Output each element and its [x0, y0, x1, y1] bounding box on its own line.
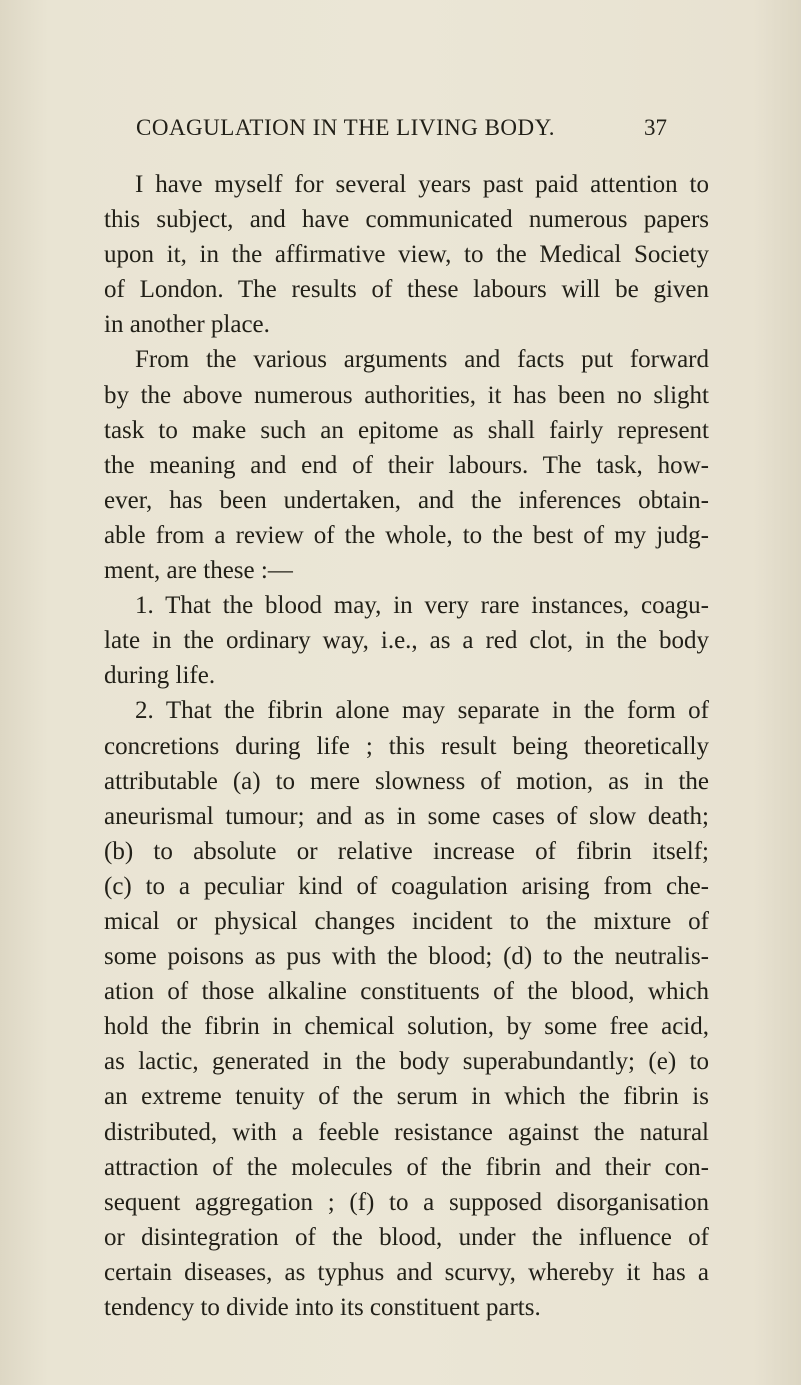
text-line: upon it, in the affirmative view, to the Medical Society: [104, 241, 709, 269]
text-line: (c) to a peculiar kind of coagulation arising from che-: [104, 872, 709, 900]
text-line: this subject, and have communicated numerous papers: [104, 206, 709, 234]
text-line: late in the ordinary way, i.e., as a red clot, in the body: [104, 627, 709, 655]
text-line: some poisons as pus with the blood; (d) to the neutralis-: [104, 943, 709, 971]
text-line: distributed, with a feeble resistance against the natural: [104, 1118, 709, 1146]
text-line: concretions during life ; this result being theoretically: [104, 732, 709, 760]
page-number: 37: [644, 115, 667, 140]
body-text: [104, 167, 709, 1325]
text-line: as lactic, generated in the body superabundantly; (e) to: [104, 1048, 709, 1076]
text-line: sequent aggregation ; (f) to a supposed disorganisation: [104, 1188, 709, 1216]
text-line: (b) to absolute or relative increase of fibrin itself;: [104, 837, 709, 865]
text-line: attributable (a) to mere slowness of motion, as in the: [104, 767, 709, 795]
text-line: or disintegration of the blood, under the influence of: [104, 1223, 709, 1251]
text-line: ation of those alkaline constituents of the blood, which: [104, 978, 709, 1006]
text-line: attraction of the molecules of the fibrin and their con-: [104, 1153, 709, 1181]
text-line: hold the fibrin in chemical solution, by some free acid,: [104, 1013, 709, 1041]
text-line: by the above numerous authorities, it has been no slight: [104, 381, 709, 409]
text-line: of London. The results of these labours will be given: [104, 276, 709, 304]
text-line: during life.: [104, 662, 216, 690]
text-line: in another place.: [104, 311, 270, 339]
text-line: able from a review of the whole, to the best of my judg-: [104, 521, 709, 549]
text-line: 2. That the fibrin alone may separate in the form of: [135, 697, 709, 725]
text-line: I have myself for several years past paid attention to: [135, 171, 709, 198]
page-header: [136, 115, 667, 145]
text-line: certain diseases, as typhus and scurvy, whereby it has a: [104, 1258, 709, 1286]
text-line: From the various arguments and facts put forward: [135, 346, 709, 374]
text-line: aneurismal tumour; and as in some cases of slow death;: [104, 802, 709, 830]
text-line: an extreme tenuity of the serum in which the fibrin is: [104, 1083, 709, 1111]
text-line: ever, has been undertaken, and the inferences obtain-: [104, 486, 709, 514]
text-line: the meaning and end of their labours. The task, how-: [104, 451, 709, 479]
text-line: task to make such an epitome as shall fairly represent: [104, 416, 709, 444]
text-line: 1. That the blood may, in very rare instances, coagu-: [135, 592, 709, 620]
text-line: ment, are these :—: [104, 557, 293, 585]
running-head: COAGULATION IN THE LIVING BODY.: [136, 115, 556, 140]
text-line: tendency to divide into its constituent parts.: [104, 1294, 541, 1321]
text-line: mical or physical changes incident to the mixture of: [104, 907, 709, 935]
